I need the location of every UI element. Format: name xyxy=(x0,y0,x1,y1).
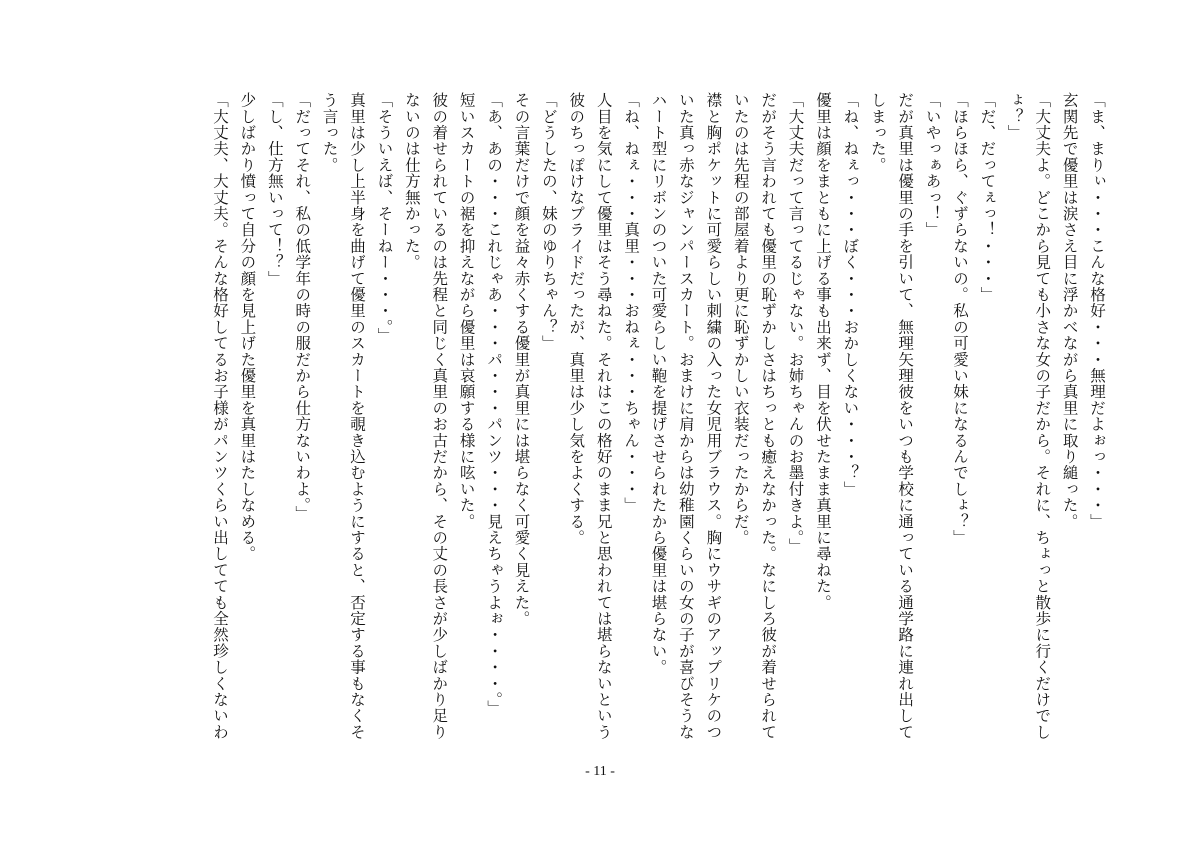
text-column: いたのは先程の部屋着より更に恥ずかしい衣装だったからだ。 xyxy=(731,92,750,546)
text-column: 「大丈夫、大丈夫。そんな格好してるお子様がパンツくらい出してても全然珍しくないわ xyxy=(211,92,229,740)
text-column: 彼の着せられているのは先程と同じく真里のお古だから、その丈の長さが少しばかり足り xyxy=(430,92,449,740)
text-column: 「だ、だってぇっ！・・・」 xyxy=(978,92,997,303)
text-column: 「いやっぁあっ！」 xyxy=(923,92,942,238)
text-column: 「ね、ねぇ・・・真里・・・おねぇ・・・ちゃん・・・」 xyxy=(622,92,641,514)
text-column: 短いスカートの裾を抑えながら優里は哀願する様に呟いた。 xyxy=(457,92,476,530)
text-column: だがそう言われても優里の恥ずかしさはちっとも癒えなかった。なにしろ彼が着せられて xyxy=(759,92,778,740)
text-column: 「あ、あの・・・これじゃあ・・・パ・・・パンツ・・・見えちゃうよぉ・・・・。」 xyxy=(485,92,504,717)
text-column: 優里は顔をまともに上げる事も出来ず、目を伏せたまま真里に尋ねた。 xyxy=(813,92,832,611)
text-column: う言った。 xyxy=(320,92,339,173)
vertical-text-body xyxy=(206,92,1110,764)
text-column: 「どうしたの、妹のゆりちゃん？」 xyxy=(539,92,558,352)
text-column: 「だってそれ、私の低学年の時の服だから仕方ないわよ。」 xyxy=(293,92,312,522)
text-column: 人目を気にして優里はそう尋ねた。それはこの格好のまま兄と思われては堪らないという xyxy=(594,92,613,740)
text-column: ないのは仕方無かった。 xyxy=(402,92,421,271)
text-column: いた真っ赤なジャンパースカート。おまけに肩からは幼稚園くらいの女の子が喜びそうな xyxy=(676,92,695,740)
text-column: だが真里は優里の手を引いて、無理矢理彼をいつも学校に通っている通学路に連れ出して xyxy=(896,92,915,740)
text-column: 「ま、まりぃ・・・こんな格好・・・無理だよぉっ・・・」 xyxy=(1088,92,1106,530)
text-column: しまった。 xyxy=(868,92,887,173)
text-column: 「大丈夫だって言ってるじゃない。お姉ちゃんのお墨付きよ。」 xyxy=(786,92,805,555)
text-column: 彼のちっぽけなプライドだったが、真里は少し気をよくする。 xyxy=(567,92,586,546)
text-column: 「そういえば、そーねー・・・。」 xyxy=(375,92,394,344)
text-column: 玄関先で優里は涙さえ目に浮かべながら真里に取り縋った。 xyxy=(1060,92,1079,530)
text-column: 「ほらほら、ぐずらないの。私の可愛い妹になるんでしょ？」 xyxy=(950,92,969,546)
text-column: 「し、仕方無いって！？」 xyxy=(265,92,284,287)
text-column: 襟と胸ポケットに可愛らしい刺繍の入った女児用ブラウス。胸にウサギのアップリケのつ xyxy=(704,92,723,740)
text-column: その言葉だけで顔を益々赤くする優里が真里には堪らなく可愛く見えた。 xyxy=(512,92,531,627)
page-number: - 11 - xyxy=(585,764,615,779)
text-column: ハート型にリボンのついた可愛らしい鞄を提げさせられたから優里は堪らない。 xyxy=(649,92,668,676)
text-column: 「ね、ねぇっ・・・ぼく・・・おかしくない・・・？」 xyxy=(841,92,860,497)
text-column: 少しばかり憤って自分の顔を見上げた優里を真里はたしなめる。 xyxy=(238,92,257,562)
text-column: ょ？」 xyxy=(1005,92,1024,141)
text-column: 「大丈夫よ。どこから見ても小さな女の子だから。それに、ちょっと散歩に行くだけでし xyxy=(1033,92,1052,740)
text-column: 真里は少し上半身を曲げて優里のスカートを覗き込むようにすると、否定する事もなくそ xyxy=(348,92,367,740)
